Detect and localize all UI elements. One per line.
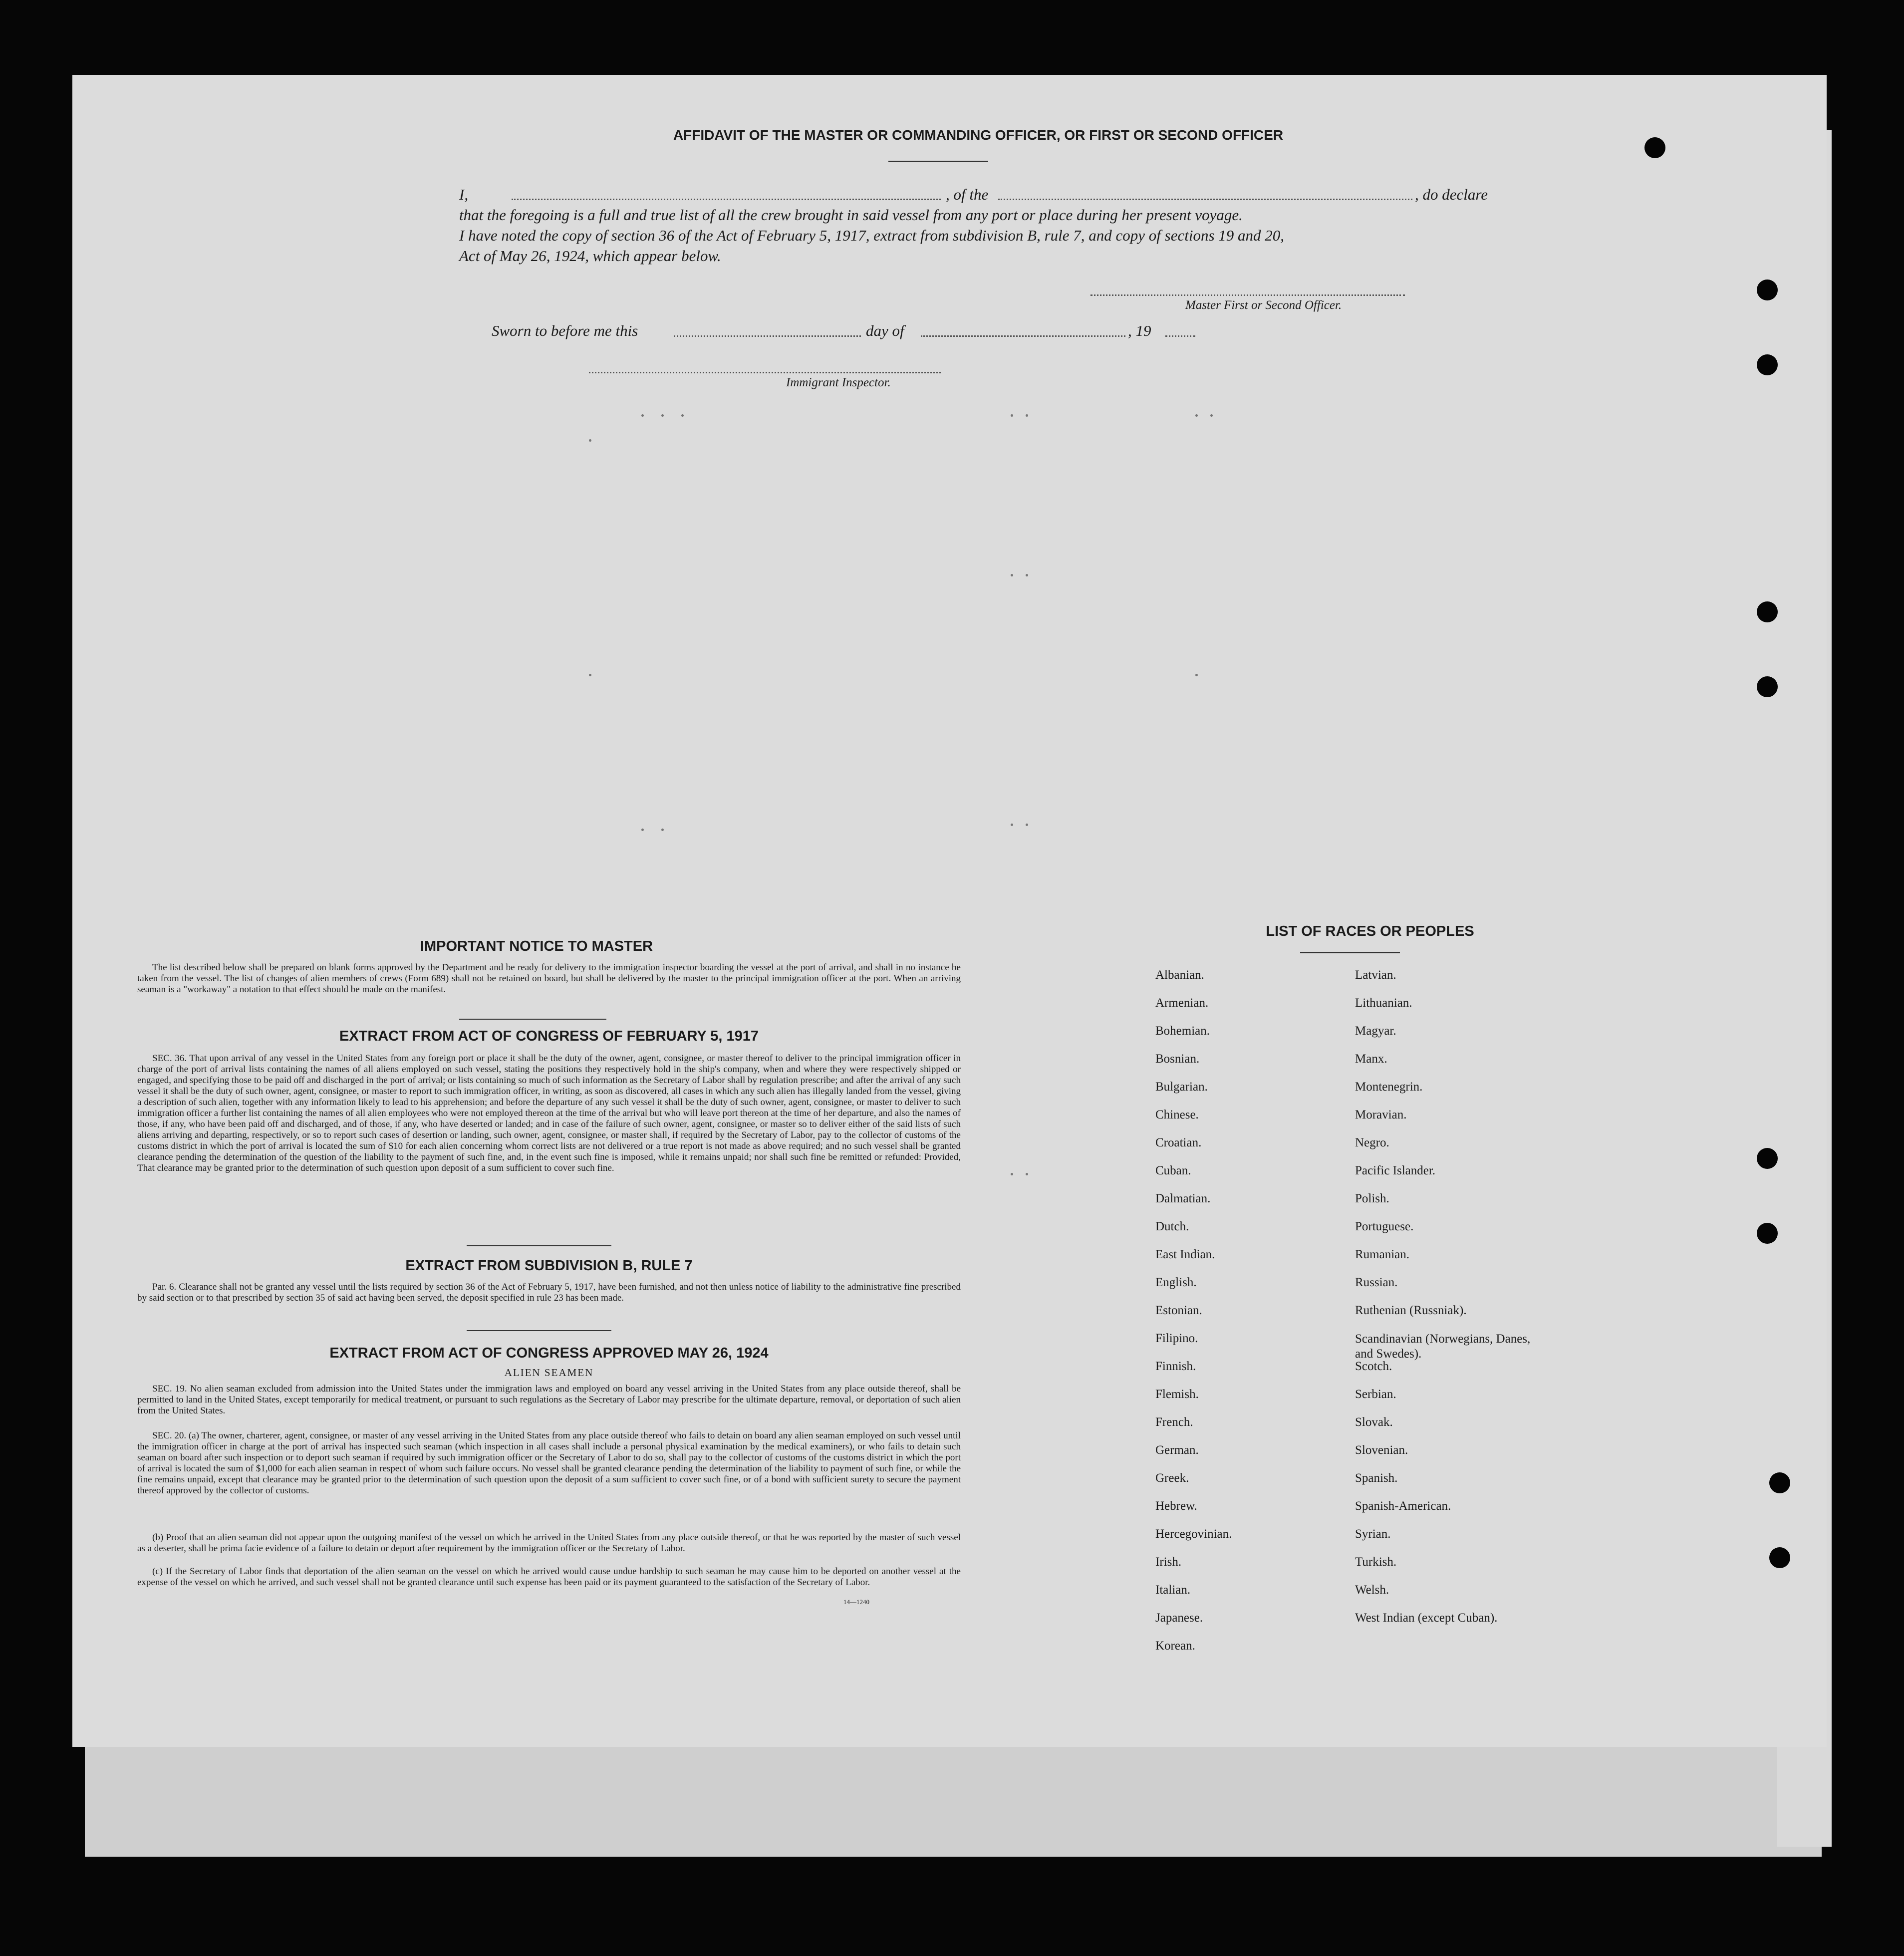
faint-mark	[589, 674, 591, 676]
race-item: Slovenian.	[1355, 1443, 1408, 1457]
faint-mark	[1011, 1173, 1013, 1175]
day-of-label: day of	[866, 322, 904, 339]
race-item: Greek.	[1155, 1471, 1189, 1485]
race-item: Magyar.	[1355, 1024, 1396, 1038]
faint-mark	[641, 414, 644, 417]
race-item: Armenian.	[1155, 996, 1209, 1010]
race-item: Dutch.	[1155, 1220, 1189, 1233]
races-title: LIST OF RACES OR PEOPLES	[1266, 923, 1474, 939]
race-item: Ruthenian (Russniak).	[1355, 1304, 1467, 1317]
notice-text: The list described below shall be prepared on blank forms approved by the Department and be ready for delivery to the immigration inspector boarding the vessel at the port of arrival, and shall in no instance be taken from the vessel. The list of changes of alien members of crews (Form 689) shall not be retained on board, but shall be delivered by the master to the principal immigration officer at the port. When an arriving seaman is a "workaway" a notation to that effect should be made on the manifest.	[137, 962, 961, 995]
affidavit-line2: that the foregoing is a full and true list of all the crew brought in said vessel from any port or place during her present voyage.	[459, 206, 1243, 224]
race-item: Scandinavian (Norwegians, Danes, and Swedes).	[1355, 1332, 1531, 1361]
race-item: Welsh.	[1355, 1583, 1389, 1597]
affidavit-line4: Act of May 26, 1924, which appear below.	[459, 247, 721, 265]
extract-1917-text: SEC. 36. That upon arrival of any vessel in the United States from any foreign port or place it shall be the duty of the owner, agent, consignee, or master thereof to deliver to the principal immigration officer in charge of the port of arrival lists containing the names of all aliens employed on such vessel, stating the positions they respectively hold in the ship's company, when and where they were respectively shipped or engaged, and specifying those to be paid off and discharged in the port of arrival; or lists containing so much of such information as the Secretary of Labor shall by regulation prescribe; and after the arrival of any such vessel it shall be the duty of such owner, agent, consignee, or master to report to such immigration officer, in writing, as soon as discovered, all cases in which any such alien has illegally landed from the vessel, giving a description of such alien, together with any information likely to lead to his apprehension; and before the departure of any such vessel it shall be the duty of such owner, agent, consignee, or master to deliver to such immigration officer a further list containing the names of all alien employees who were not employed thereon at the time of the arrival but who will leave port thereon at the time of her departure, and also the names of those, if any, who have been paid off and discharged, and of those, if any, who have deserted or landed; and in case of the failure of such owner, agent, consignee, or master so to deliver either of the said lists of such aliens arriving and departing, respectively, or so to report such cases of desertion or landing, such owner, agent, consignee, or master shall, if required by the Secretary of Labor, pay to the collector of customs of the customs district in which the port of arrival is located the sum of $10 for each alien concerning whom correct lists are not delivered or a true report is not made as above required; and no such vessel shall be granted clearance pending the determination of the question of the liability to the payment of such fine, and, in the event such fine is imposed, while it remains unpaid; nor shall such fine be remitted or refunded: Provided, That clearance may be granted prior to the determination of such question upon deposit of a sum sufficient to cover such fine.	[137, 1053, 961, 1173]
section-rule	[459, 1019, 606, 1020]
faint-mark	[1026, 824, 1028, 826]
race-item: French.	[1155, 1415, 1193, 1429]
race-item: Croatian.	[1155, 1136, 1202, 1149]
race-item: Syrian.	[1355, 1527, 1391, 1541]
inspector-signature-field[interactable]	[589, 372, 941, 373]
race-item: Moravian.	[1355, 1108, 1407, 1121]
faint-mark	[1026, 414, 1028, 417]
sworn-year-field[interactable]	[1165, 335, 1195, 337]
race-item: Cuban.	[1155, 1164, 1191, 1177]
sec20b-text: (b) Proof that an alien seaman did not appear upon the outgoing manifest of the vessel on which he arrived in the United States from any place outside thereof, or that he was reported by the master of such vessel as a deserter, shall be prima facie evidence of a failure to detain or deport after requirement by the immigration officer or the Secretary of Labor.	[137, 1532, 961, 1554]
race-item: Dalmatian.	[1155, 1192, 1211, 1205]
races-col2	[1355, 968, 1540, 1639]
section-rule	[467, 1245, 611, 1246]
punch-hole	[1769, 1547, 1790, 1568]
subdivision-text: Par. 6. Clearance shall not be granted any vessel until the lists required by section 36 of the Act of February 5, 1917, have been furnished, and not then unless notice of liability to the administrative fine prescribed by said section or to that prescribed by section 35 of said act having been served, the deposit specified in rule 23 has been made.	[137, 1282, 961, 1303]
vessel-field[interactable]	[998, 199, 1412, 200]
punch-hole	[1757, 1223, 1778, 1244]
punch-hole	[1757, 354, 1778, 375]
faint-mark	[1011, 414, 1013, 417]
extract-1917-title: EXTRACT FROM ACT OF CONGRESS OF FEBRUARY 5, 1917	[339, 1028, 759, 1044]
sworn-day-field[interactable]	[674, 335, 861, 337]
race-item: Rumanian.	[1355, 1248, 1410, 1261]
title-rule	[888, 161, 988, 162]
race-item: Finnish.	[1155, 1360, 1196, 1373]
affidavit-of-the: , of the	[946, 186, 989, 203]
punch-hole	[1757, 676, 1778, 697]
race-item: Filipino.	[1155, 1332, 1198, 1345]
race-item: Lithuanian.	[1355, 996, 1412, 1010]
races-rule	[1300, 952, 1400, 953]
sec20c-text: (c) If the Secretary of Labor finds that deportation of the alien seaman on the vessel on which he arrived would cause undue hardship to such seaman he may cause him to be deported on another vessel at the expense of the vessel on which he arrived, and such vessel shall not be granted clearance until such expense has been paid or its payment guaranteed to the satisfaction of the Secretary of Labor.	[137, 1566, 961, 1588]
affidavit-i: I,	[459, 186, 469, 203]
faint-mark	[1195, 674, 1198, 676]
affidavit-line3: I have noted the copy of section 36 of the Act of February 5, 1917, extract from subdivision B, rule 7, and copy of sections 19 and 20,	[459, 227, 1285, 244]
punch-hole	[1757, 1148, 1778, 1169]
race-item: English.	[1155, 1276, 1197, 1289]
races-col1	[1155, 968, 1232, 1667]
form-number: 14—1240	[843, 1598, 869, 1606]
form-page	[72, 75, 1827, 1747]
punch-hole	[1757, 279, 1778, 300]
race-item: Hebrew.	[1155, 1499, 1197, 1513]
faint-mark	[1011, 824, 1013, 826]
race-item: Portuguese.	[1355, 1220, 1414, 1233]
punch-hole	[1769, 1472, 1790, 1493]
extract-1924-title: EXTRACT FROM ACT OF CONGRESS APPROVED MAY 26, 1924	[329, 1345, 769, 1361]
race-item: Bosnian.	[1155, 1052, 1200, 1066]
subdivision-title: EXTRACT FROM SUBDIVISION B, RULE 7	[405, 1258, 693, 1274]
sec20a-text: SEC. 20. (a) The owner, charterer, agent, consignee, or master of any vessel arriving in the United States from any place outside thereof who fails to detain on board any alien seaman employed on such vessel until the immigration officer in charge at the port of arrival has inspected such seaman (which inspection in all cases shall include a personal physical examination by the medical examiners), or who fails to detain such seaman on board after such inspection or to deport such seaman if required by such immigration officer or the Secretary of Labor to do so, shall pay to the collector of customs of the customs district in which the port of arrival is located the sum of $1,000 for each alien seaman in respect of whom such failure occurs. No vessel shall be granted clearance pending the determination of the liability to payment of such fine, or while the fine remains unpaid, except that clearance may be granted prior to the determination of such question upon the deposit of a sum sufficient to cover such fine, or of a bond with sufficient surety to secure the payment thereof approved by the collector of customs.	[137, 1430, 961, 1496]
race-item: Negro.	[1355, 1136, 1389, 1149]
punch-hole	[1757, 601, 1778, 622]
faint-mark	[1026, 574, 1028, 576]
race-item: Russian.	[1355, 1276, 1398, 1289]
race-item: Serbian.	[1355, 1388, 1396, 1401]
race-item: East Indian.	[1155, 1248, 1215, 1261]
section-rule	[467, 1330, 611, 1331]
sworn-month-field[interactable]	[921, 335, 1125, 337]
race-item: Bulgarian.	[1155, 1080, 1208, 1094]
faint-mark	[1210, 414, 1213, 417]
race-item: Turkish.	[1355, 1555, 1397, 1569]
faint-mark	[661, 829, 664, 831]
faint-mark	[589, 439, 591, 442]
race-item: Japanese.	[1155, 1611, 1203, 1625]
inspector-label: Immigrant Inspector.	[786, 376, 891, 389]
race-item: West Indian (except Cuban).	[1355, 1611, 1498, 1625]
race-item: Pacific Islander.	[1355, 1164, 1436, 1177]
faint-mark	[1011, 574, 1013, 576]
sworn-label: Sworn to before me this	[492, 322, 638, 339]
race-item: Chinese.	[1155, 1108, 1199, 1121]
race-item: Flemish.	[1155, 1388, 1199, 1401]
race-item: Spanish-American.	[1355, 1499, 1451, 1513]
race-item: Scotch.	[1355, 1360, 1392, 1373]
race-item: Estonian.	[1155, 1304, 1202, 1317]
year-label: , 19	[1128, 322, 1151, 339]
faint-mark	[641, 829, 644, 831]
race-item: Irish.	[1155, 1555, 1182, 1569]
race-item: Latvian.	[1355, 968, 1396, 982]
faint-mark	[681, 414, 684, 417]
race-item: Italian.	[1155, 1583, 1191, 1597]
sec19-text: SEC. 19. No alien seaman excluded from admission into the United States under the immigration laws and employed on board any vessel arriving in the United States from any place outside thereof, shall be permitted to land in the United States, except temporarily for medical treatment, or pursuant to such regulations as the Secretary of Labor may prescribe for the ultimate departure, removal, or deportation of such alien from the United States.	[137, 1384, 961, 1416]
faint-mark	[661, 414, 664, 417]
master-signature-field[interactable]	[1090, 294, 1405, 296]
affidavit-title: AFFIDAVIT OF THE MASTER OR COMMANDING OFFICER, OR FIRST OR SECOND OFFICER	[673, 127, 1284, 143]
affidavit-do-declare: , do declare	[1415, 186, 1488, 203]
race-item: Manx.	[1355, 1052, 1387, 1066]
race-item: Spanish.	[1355, 1471, 1398, 1485]
race-item: German.	[1155, 1443, 1199, 1457]
race-item: Polish.	[1355, 1192, 1389, 1205]
race-item: Slovak.	[1355, 1415, 1393, 1429]
faint-mark	[1195, 414, 1198, 417]
faint-mark	[1026, 1173, 1028, 1175]
name-field[interactable]	[512, 199, 941, 200]
race-item: Bohemian.	[1155, 1024, 1210, 1038]
race-item: Korean.	[1155, 1639, 1195, 1653]
alien-seamen-subtitle: ALIEN SEAMEN	[504, 1367, 594, 1379]
race-item: Montenegrin.	[1355, 1080, 1423, 1094]
notice-title: IMPORTANT NOTICE TO MASTER	[420, 938, 653, 954]
race-item: Albanian.	[1155, 968, 1204, 982]
punch-hole	[1644, 137, 1665, 158]
master-signature-label: Master First or Second Officer.	[1185, 298, 1342, 312]
race-item: Hercegovinian.	[1155, 1527, 1232, 1541]
